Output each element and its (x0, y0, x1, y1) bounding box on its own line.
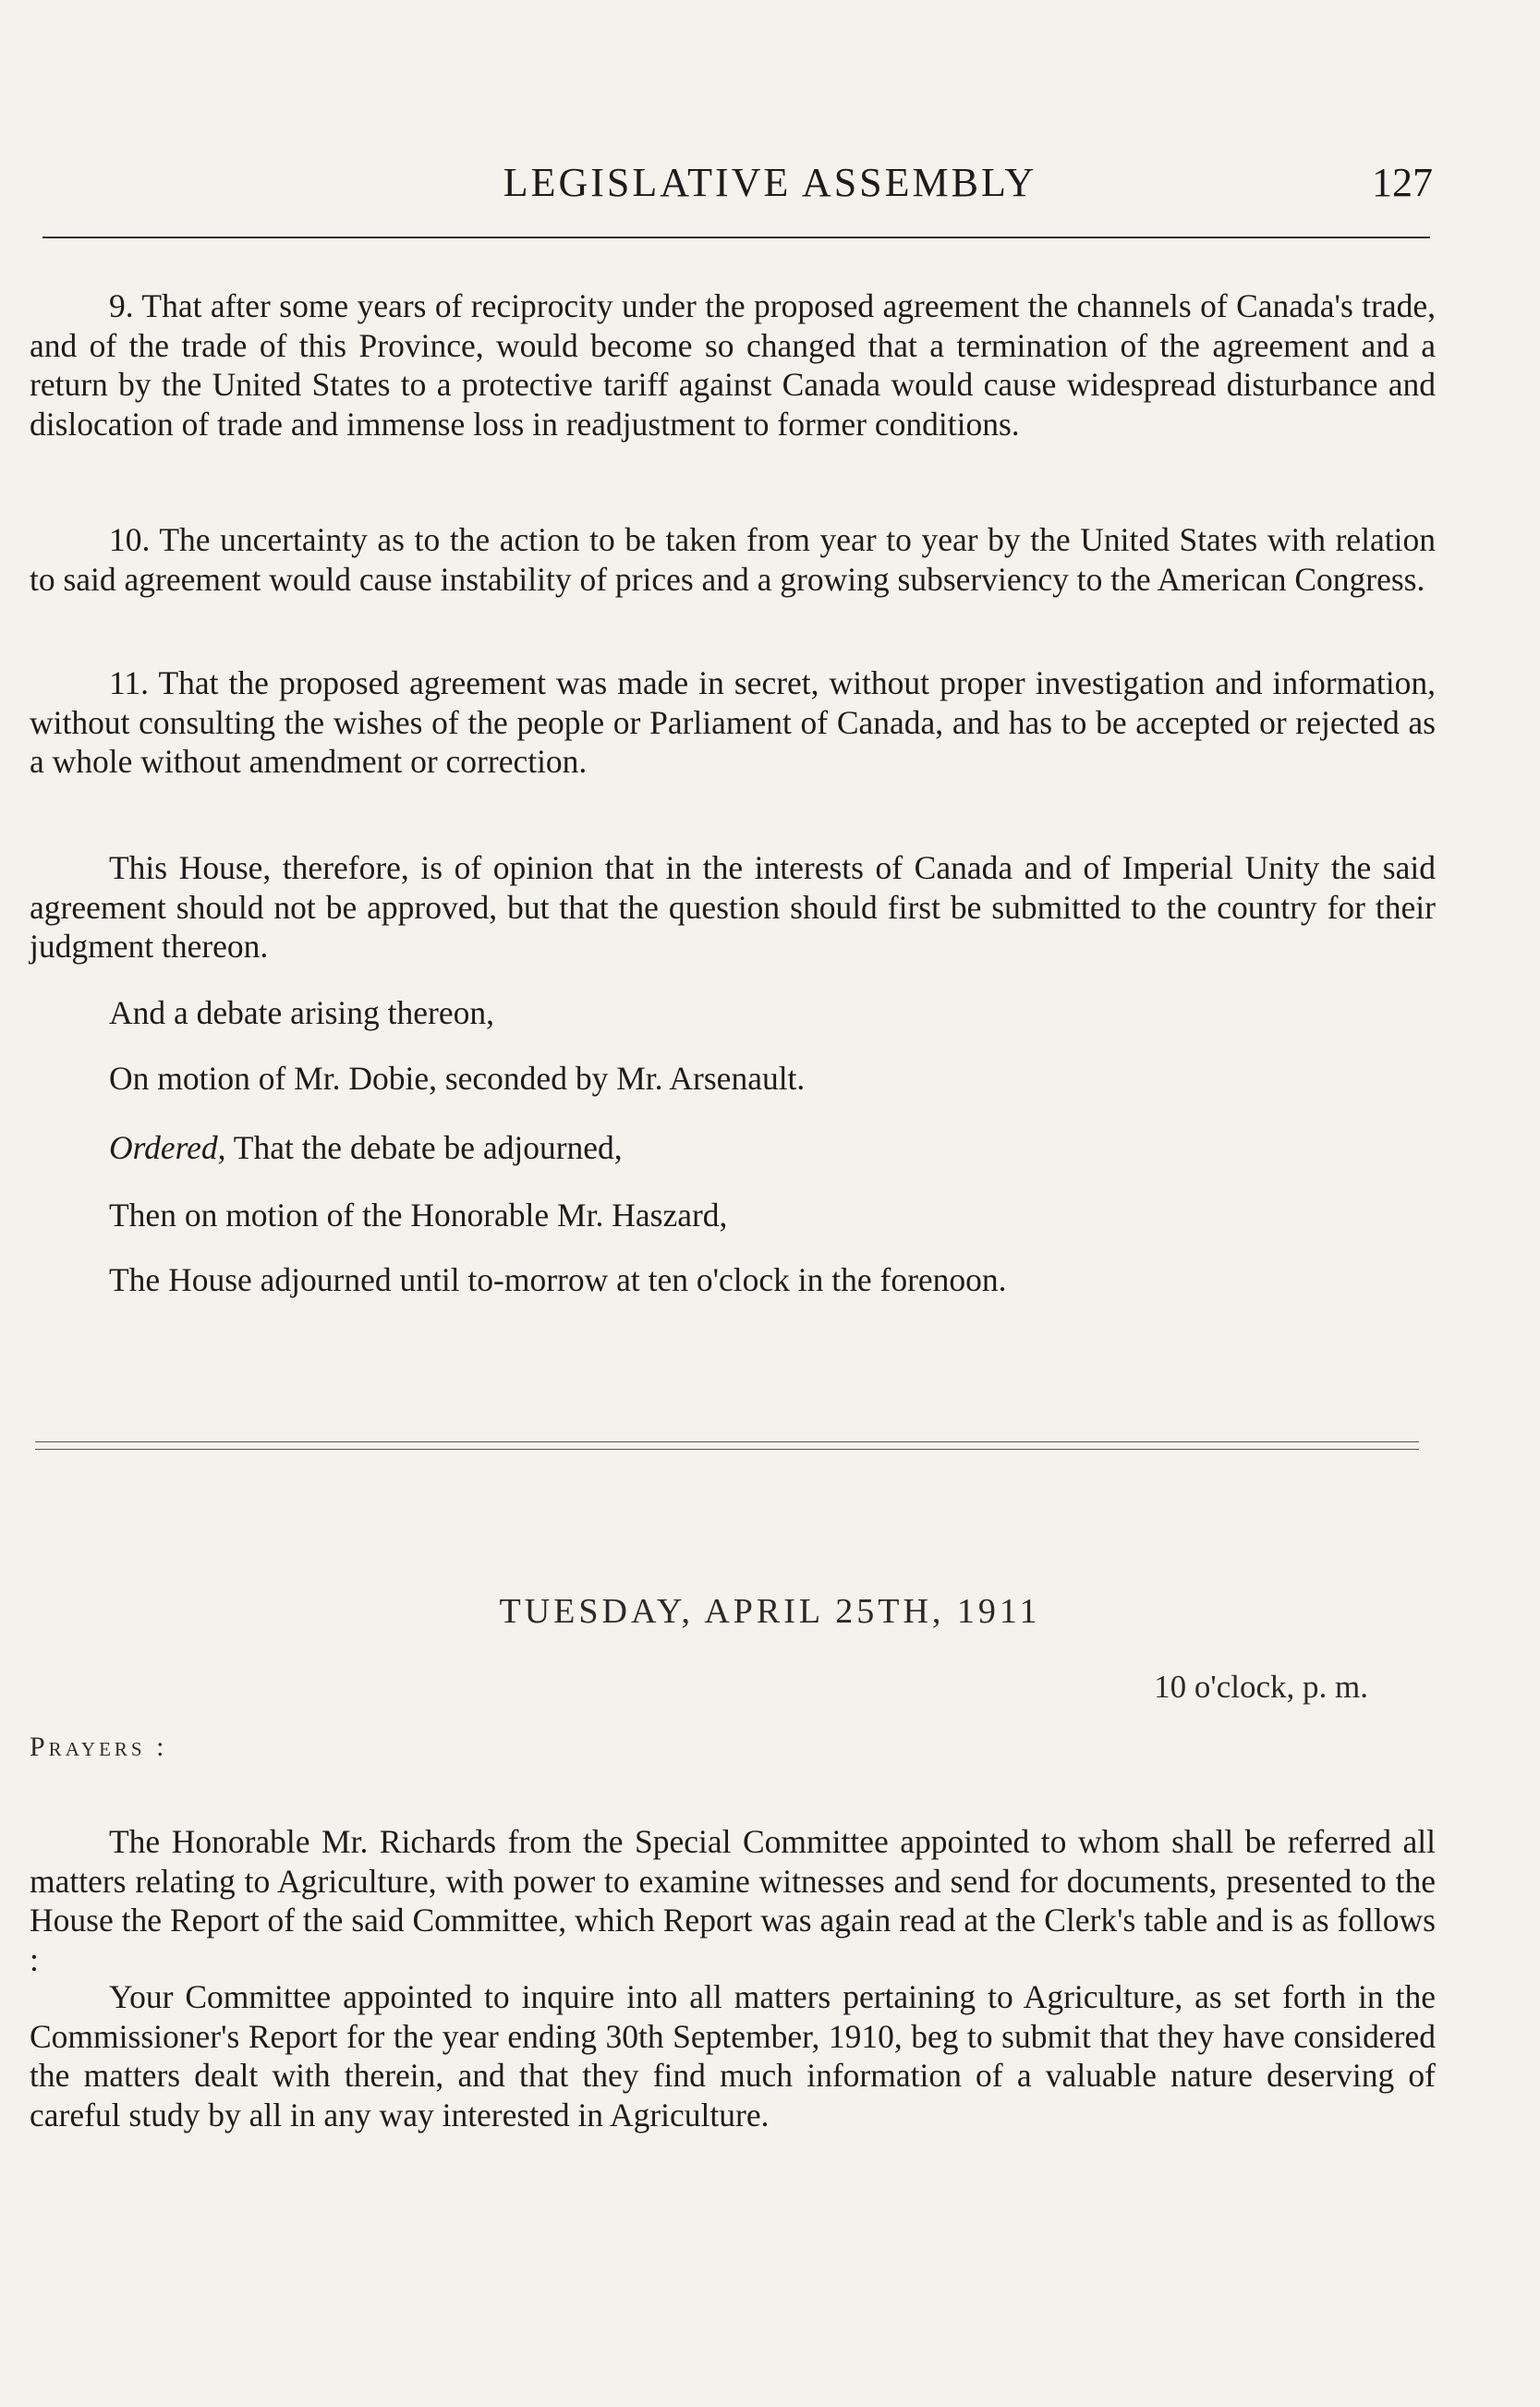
sitting-time: 10 o'clock, p. m. (1154, 1669, 1368, 1705)
ordered-label: Ordered, (109, 1129, 226, 1166)
paragraph-10: 10. The uncertainty as to the action to be taken from year to year by the United States with relation to said agreement would cause instability of prices and a growing subserviency to the American Congress. (30, 521, 1436, 598)
debate-line: And a debate arising thereon, (109, 994, 494, 1031)
ordered-line (109, 1128, 623, 1167)
ordered-text: That the debate be adjourned, (225, 1129, 623, 1166)
section-divider-bottom (35, 1449, 1419, 1450)
adjournment-line: The House adjourned until to-morrow at ten o'clock in the forenoon. (109, 1261, 1007, 1298)
sitting-date: TUESDAY, APRIL 25TH, 1911 (499, 1592, 1041, 1631)
motion-line: On motion of Mr. Dobie, seconded by Mr. Arsenault. (109, 1060, 806, 1097)
page-header (0, 159, 1540, 214)
section-divider-top (35, 1441, 1419, 1442)
paragraph-9: 9. That after some years of reciprocity under the proposed agreement the channels of Canada's trade, and of the trade of this Province, would become so changed that a termination of the agreement and a return by the United States to a protective tariff against Canada would cause widespread disturbance and dislocation of trade and immense loss in readjustment to former conditions. (30, 287, 1436, 443)
report-intro-paragraph: The Honorable Mr. Richards from the Special Committee appointed to whom shall be referred all matters relating to Agriculture, with power to examine witnesses and send for documents, presented to the House the Report of the said Committee, which Report was again read at the Clerk's table and is as follows : (30, 1823, 1436, 1978)
resolution-paragraph: This House, therefore, is of opinion that in the interests of Canada and of Imperial Unity the said agreement should not be approved, but that the question should first be submitted to the country for their judgment thereon. (30, 849, 1436, 965)
prayers-heading: Prayers : (30, 1732, 168, 1762)
running-title: LEGISLATIVE ASSEMBLY (503, 160, 1037, 205)
committee-report-paragraph: Your Committee appointed to inquire into all matters pertaining to Agriculture, as set forth in the Commissioner's Report for the year ending 30th September, 1910, beg to submit that they have considered the matters dealt with therein, and that they find much information of a valuable nature deserving of careful study by all in any way interested in Agriculture. (30, 1978, 1436, 2133)
then-motion-line: Then on motion of the Honorable Mr. Haszard, (109, 1197, 728, 1234)
paragraph-11: 11. That the proposed agreement was made in secret, without proper investigation and information, without consulting the wishes of the people or Parliament of Canada, and has to be accepted or rejected as a whole without amendment or correction. (30, 664, 1436, 780)
page-number: 127 (1372, 160, 1433, 205)
header-rule (42, 237, 1430, 238)
